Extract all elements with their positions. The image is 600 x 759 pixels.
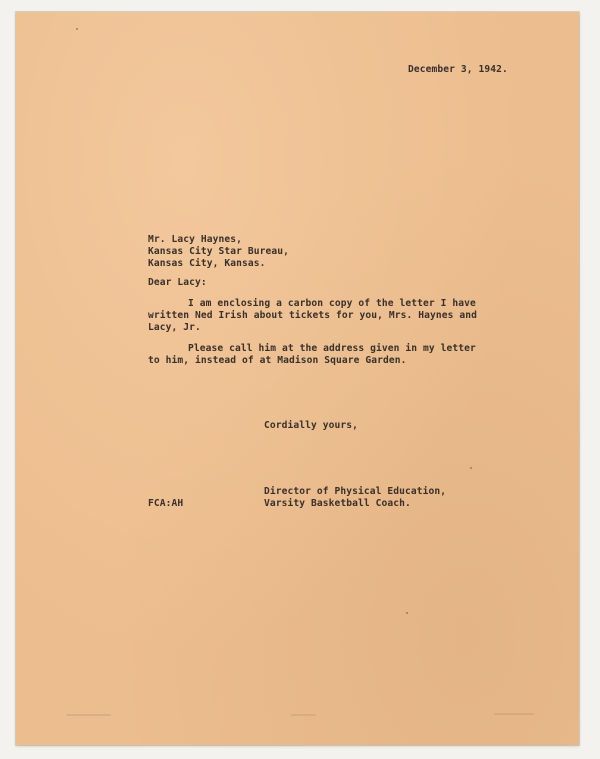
signature-title (264, 486, 446, 510)
address-line-1: Mr. Lacy Haynes, (148, 234, 243, 245)
paper-speck (406, 612, 408, 614)
address-line-2: Kansas City Star Bureau, (148, 246, 290, 257)
paragraph-1-line-3: Lacy, Jr. (148, 322, 201, 333)
paragraph-2 (148, 343, 476, 367)
typist-initials: FCA:AH (148, 498, 184, 509)
salutation: Dear Lacy: (148, 277, 207, 288)
paper-speck (470, 467, 472, 469)
letter-page (16, 12, 579, 745)
paragraph-2-line-2: to him, instead of at Madison Square Garden. (148, 355, 407, 366)
faint-mark (494, 713, 534, 715)
paragraph-2-line-1: Please call him at the address given in my letter (188, 343, 476, 354)
paragraph-1 (148, 298, 477, 334)
letter-date: December 3, 1942. (408, 64, 508, 75)
address-line-3: Kansas City, Kansas. (148, 258, 266, 269)
faint-mark (291, 714, 316, 716)
signature-title-line-2: Varsity Basketball Coach. (264, 498, 411, 509)
recipient-address (148, 234, 289, 270)
paper-speck (76, 28, 78, 30)
paragraph-1-line-1: I am enclosing a carbon copy of the letter I have (188, 298, 476, 309)
closing: Cordially yours, (264, 420, 359, 431)
signature-title-line-1: Director of Physical Education, (264, 486, 447, 497)
faint-mark (66, 714, 111, 716)
paragraph-1-line-2: written Ned Irish about tickets for you, Mrs. Haynes and (148, 310, 478, 321)
